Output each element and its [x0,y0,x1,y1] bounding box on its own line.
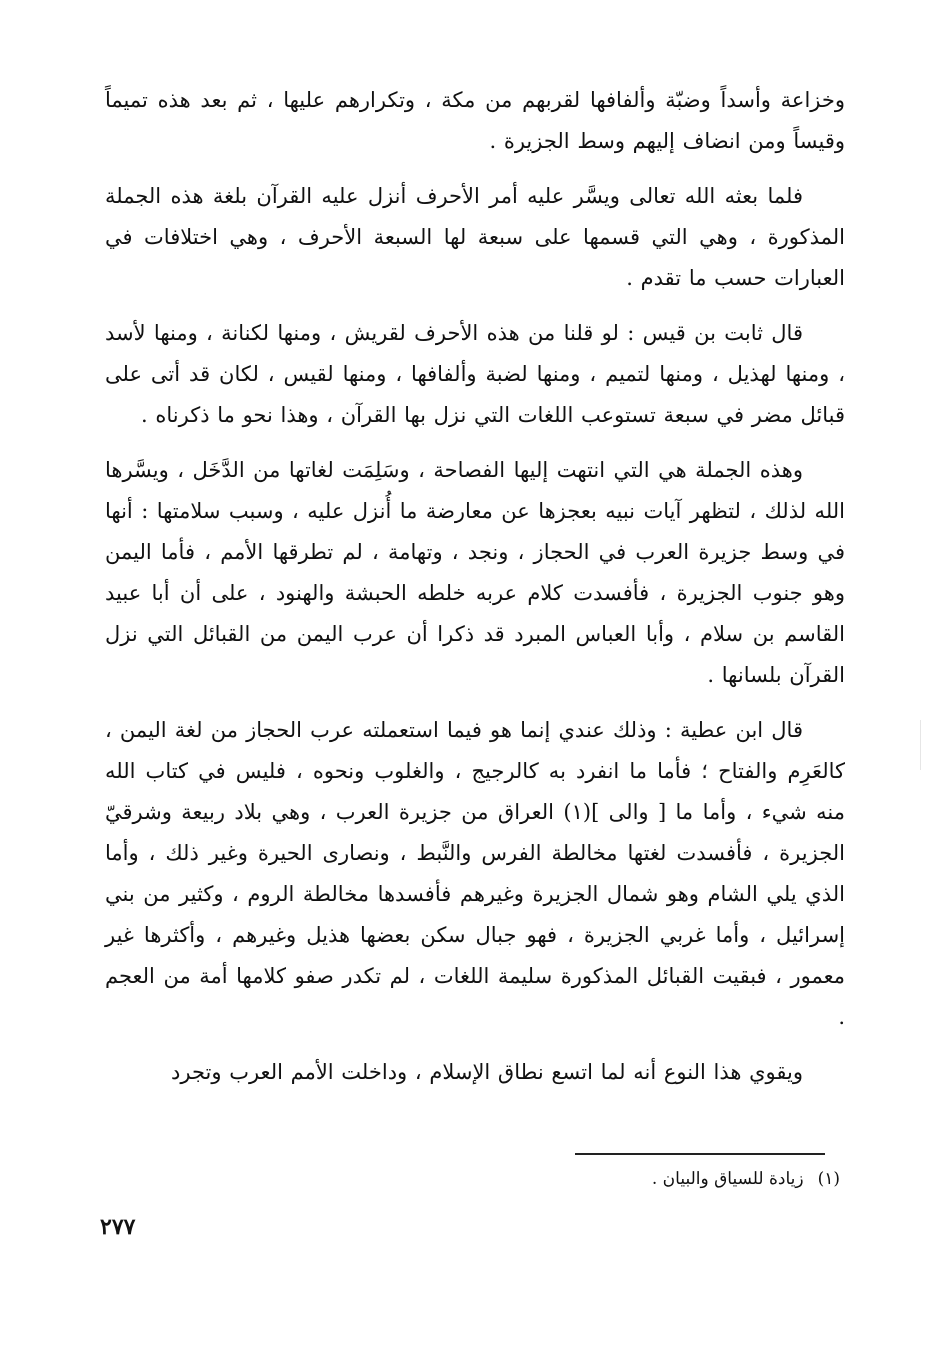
paragraph-2: فلما بعثه الله تعالى ويسَّر عليه أمر الأحرف أنزل عليه القرآن بلغة هذه الجملة المذكورة ، وهي التي قسمها على سبعة لها السبعة الأحرف ، وهي اختلافات في العبارات حسب ما تقدم . [105,184,845,290]
paragraph-5: قال ابن عطية : وذلك عندي إنما هو فيما استعملته عرب الحجاز من لغة اليمن ، كالعَرِم والفتاح ؛ فأما ما انفرد به كالرجيج ، والغلوب ونحوه ، فليس في كتاب الله منه شيء ، وأما ما [ والى ](١) العراق من جزيرة العرب ، وهي بلاد ربيعة وشرقيّ الجزيرة ، فأفسدت لغتها مخالطة الفرس والنَّبط ، ونصارى الحيرة وغير ذلك ، وأما الذي يلي الشام وهو شمال الجزيرة وغيرهم فأفسدها مخالطة الروم ، وكثير من بني إسرائيل ، وأما غربي الجزيرة ، فهو جبال سكن بعضها هذيل وغيرهم ، وأكثرها غير معمور ، فبقيت القبائل المذكورة سليمة اللغات ، لم تكدر صفو كلامها أمة من العجم . [105,718,845,1029]
paragraph-1: وخزاعة وأسداً وضبّة وألفافها لقربهم من مكة ، وتكرارهم عليها ، ثم بعد هذه تميماً وقيساً ومن انضاف إليهم وسط الجزيرة . [105,88,845,153]
paragraph-4: وهذه الجملة هي التي انتهت إليها الفصاحة ، وسَلِمَت لغاتها من الدَّخَل ، ويسَّرها الله لذلك ، لتظهر آيات نبيه بعجزها عن معارضة ما أُنزل عليه ، وسبب سلامتها : أنها في وسط جزيرة العرب في الحجاز ، ونجد ، وتهامة ، لم تطرقها الأمم ، فأما اليمن وهو جنوب الجزيرة ، فأفسدت كلام عربه خلطه الحبشة والهنود ، على أن أبا عبيد القاسم بن سلام ، وأبا العباس المبرد قد ذكرا أن عرب اليمن من القبائل التي نزل القرآن بلسانها . [105,458,845,687]
paragraph-6: ويقوي هذا النوع أنه لما اتسع نطاق الإسلام ، وداخلت الأمم العرب وتجرد [171,1060,803,1084]
paragraph-3: قال ثابت بن قيس : لو قلنا من هذه الأحرف لقريش ، ومنها لكنانة ، ومنها لأسد ، ومنها لهذيل ، ومنها لتميم ، ومنها لضبة وألفافها ، ومنها لقيس ، لكان قد أتى على قبائل مضر في سبعة تستوعب اللغات التي نزل بها القرآن ، وهذا نحو ما ذكرناه . [105,321,845,427]
footnote-number: (١) [817,1169,840,1189]
footnote-divider [575,1153,825,1156]
footnote-text: زيادة للسياق والبيان . [651,1169,804,1189]
page-number: ٢٧٧ [100,1214,136,1240]
main-text [105,80,845,1107]
scan-edge-mark [920,720,921,770]
footnote [400,1166,840,1192]
